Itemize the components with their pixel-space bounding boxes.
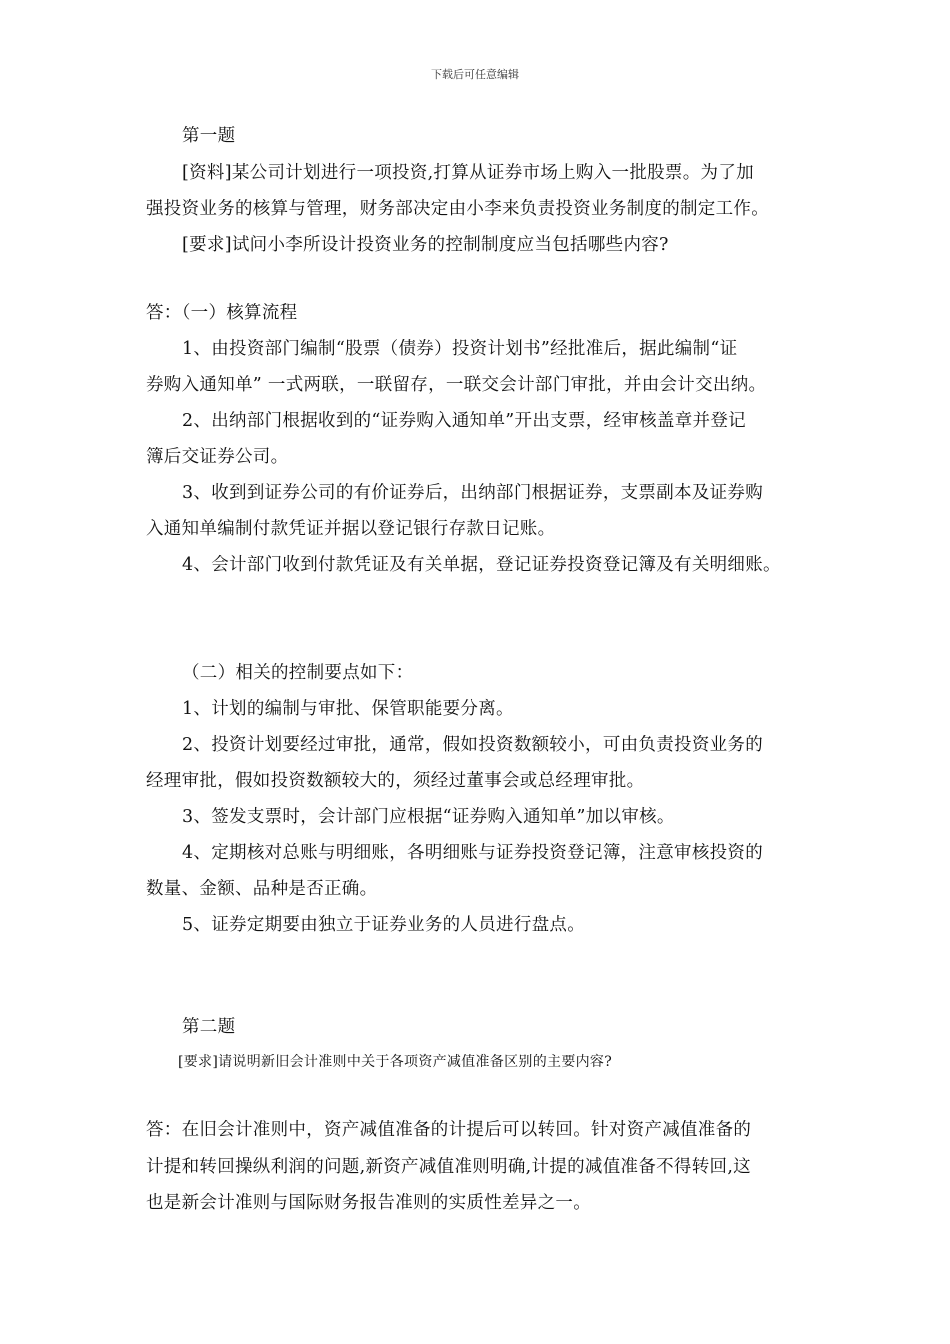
q1-title: 第一题 <box>182 126 236 146</box>
q1-control3: 3、签发支票时，会计部门应根据“证券购入通知单”加以审核。 <box>182 807 675 827</box>
q2-requirement: [要求]请说明新旧会计准则中关于各项资产减值准备区别的主要内容? <box>178 1054 613 1070</box>
q1-requirement: [要求]试问小李所设计投资业务的控制制度应当包括哪些内容? <box>182 235 669 255</box>
q1-control2-line2: 经理审批，假如投资数额较大的，须经过董事会或总经理审批。 <box>146 771 645 791</box>
q2-answer-line1: 答：在旧会计准则中，资产减值准备的计提后可以转回。针对资产减值准备的 <box>146 1120 752 1140</box>
q1-para3-line2: 入通知单编制付款凭证并据以登记银行存款日记账。 <box>146 519 556 539</box>
q1-control4-line1: 4、定期核对总账与明细账，各明细账与证券投资登记簿，注意审核投资的 <box>182 843 764 863</box>
q1-para1-line1: 1、由投资部门编制“股票（债券）投资计划书”经批准后，据此编制“证 <box>182 339 738 359</box>
q1-section2-heading: （二）相关的控制要点如下： <box>182 663 414 683</box>
page-header-note: 下载后可任意编辑 <box>431 68 519 81</box>
q1-para4: 4、会计部门收到付款凭证及有关单据，登记证券投资登记簿及有关明细账。 <box>182 555 781 575</box>
q1-control4-line2: 数量、金额、品种是否正确。 <box>146 879 378 899</box>
q1-material-line2: 强投资业务的核算与管理，财务部决定由小李来负责投资业务制度的制定工作。 <box>146 199 769 219</box>
q1-para1-line2: 券购入通知单” 一式两联，一联留存，一联交会计部门审批，并由会计交出纳。 <box>146 375 767 395</box>
q2-answer-line2: 计提和转回操纵利润的问题,新资产减值准则明确,计提的减值准备不得转回,这 <box>146 1157 751 1177</box>
q1-para2-line2: 簿后交证券公司。 <box>146 447 289 467</box>
q2-title: 第二题 <box>182 1017 236 1037</box>
q1-answer-heading: 答：（一）核算流程 <box>146 303 298 323</box>
q1-control1: 1、计划的编制与审批、保管职能要分离。 <box>182 699 514 719</box>
q1-control2-line1: 2、投资计划要经过审批，通常，假如投资数额较小，可由负责投资业务的 <box>182 735 764 755</box>
q1-para2-line1: 2、出纳部门根据收到的“证券购入通知单”开出支票，经审核盖章并登记 <box>182 411 746 431</box>
q1-control5: 5、证券定期要由独立于证券业务的人员进行盘点。 <box>182 915 586 935</box>
q1-para3-line1: 3、收到到证券公司的有价证券后，出纳部门根据证券，支票副本及证券购 <box>182 483 764 503</box>
q1-material-line1: [资料]某公司计划进行一项投资,打算从证券市场上购入一批股票。为了加 <box>182 163 754 183</box>
q2-answer-line3: 也是新会计准则与国际财务报告准则的实质性差异之一。 <box>146 1193 591 1213</box>
